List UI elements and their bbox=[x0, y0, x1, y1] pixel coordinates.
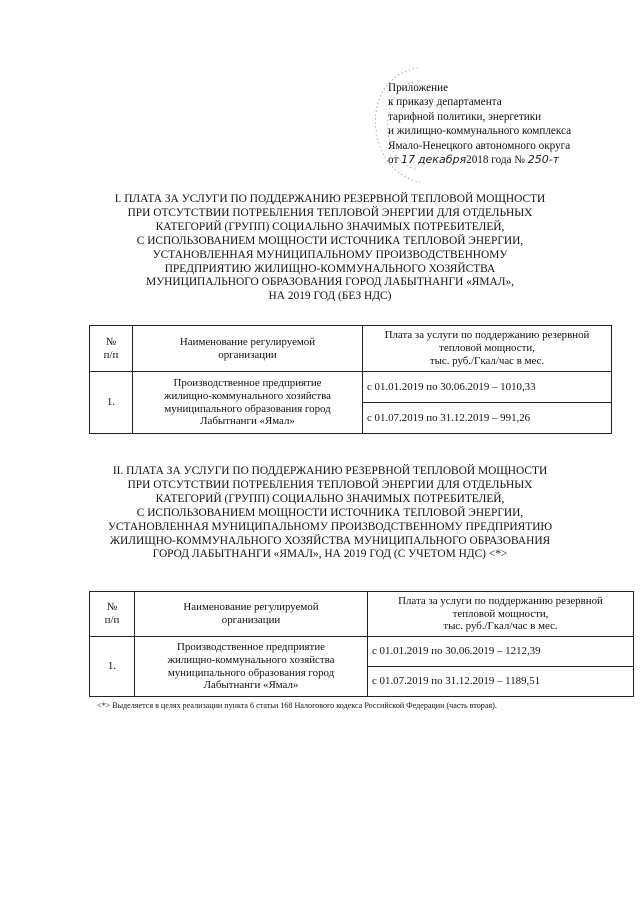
header-org: Наименование регулируемой организации bbox=[133, 326, 363, 372]
header-num: № п/п bbox=[90, 326, 133, 372]
section-1-title bbox=[90, 193, 570, 304]
title-line: ПРЕДПРИЯТИЮ ЖИЛИЩНО-КОММУНАЛЬНОГО ХОЗЯЙСТВА bbox=[164, 262, 496, 275]
appendix-line: тарифной политики, энергетики bbox=[388, 110, 542, 123]
appendix-line: к приказу департамента bbox=[388, 96, 502, 109]
title-line: С ИСПОЛЬЗОВАНИЕМ МОЩНОСТИ ИСТОЧНИКА ТЕПЛОВОЙ ЭНЕРГИИ, bbox=[136, 234, 524, 247]
table-header-row bbox=[90, 592, 634, 637]
header-fee: Плата за услуги по поддержанию резервной тепловой мощности, тыс. руб./Гкал/час в мес. bbox=[363, 326, 612, 372]
title-line: II. ПЛАТА ЗА УСЛУГИ ПО ПОДДЕРЖАНИЮ РЕЗЕРВНОЙ ТЕПЛОВОЙ МОЩНОСТИ bbox=[112, 465, 548, 477]
title-line: С ИСПОЛЬЗОВАНИЕМ МОЩНОСТИ ИСТОЧНИКА ТЕПЛОВОЙ ЭНЕРГИИ, bbox=[136, 506, 524, 519]
appendix-line: и жилищно-коммунального комплекса bbox=[388, 125, 572, 138]
fee-value-h2: с 01.07.2019 по 31.12.2019 – 1189,51 bbox=[368, 667, 634, 697]
row-number: 1. bbox=[90, 637, 135, 697]
date-prefix: от bbox=[388, 154, 399, 167]
title-line: КАТЕГОРИЙ (ГРУПП) СОЦИАЛЬНО ЗНАЧИМЫХ ПОТРЕБИТЕЛЕЙ, bbox=[155, 220, 505, 233]
organization-name: Производственное предприятие жилищно-коммунального хозяйства муниципального образования город Лабытнанги «Ямал» bbox=[135, 637, 368, 697]
appendix-block bbox=[388, 81, 638, 167]
section-2-title bbox=[90, 465, 570, 562]
header-fee: Плата за услуги по поддержанию резервной тепловой мощности, тыс. руб./Гкал/час в мес. bbox=[368, 592, 634, 637]
fee-value-h1: с 01.01.2019 по 30.06.2019 – 1010,33 bbox=[363, 372, 612, 403]
fee-value-h2: с 01.07.2019 по 31.12.2019 – 991,26 bbox=[363, 403, 612, 434]
title-line: ГОРОД ЛАБЫТНАНГИ «ЯМАЛ», НА 2019 ГОД (С УЧЕТОМ НДС) <*> bbox=[152, 548, 508, 561]
title-line: ЖИЛИЩНО-КОММУНАЛЬНОГО ХОЗЯЙСТВА МУНИЦИПАЛЬНОГО ОБРАЗОВАНИЯ bbox=[109, 534, 551, 547]
tariff-table-1 bbox=[89, 325, 612, 434]
table-header-row bbox=[90, 326, 612, 372]
title-line: I. ПЛАТА ЗА УСЛУГИ ПО ПОДДЕРЖАНИЮ РЕЗЕРВНОЙ ТЕПЛОВОЙ МОЩНОСТИ bbox=[114, 193, 546, 205]
row-number: 1. bbox=[90, 372, 133, 434]
title-line: КАТЕГОРИЙ (ГРУПП) СОЦИАЛЬНО ЗНАЧИМЫХ ПОТРЕБИТЕЛЕЙ, bbox=[155, 492, 505, 505]
table-row bbox=[90, 372, 612, 403]
title-line: ПРИ ОТСУТСТВИИ ПОТРЕБЛЕНИЯ ТЕПЛОВОЙ ЭНЕРГИИ ДЛЯ ОТДЕЛЬНЫХ bbox=[127, 478, 533, 491]
tariff-table-2 bbox=[89, 591, 634, 697]
table-row bbox=[90, 637, 634, 667]
footnote: <*> Выделяется в целях реализации пункта 6 статьи 168 Налогового кодекса Российской Федерации (часть вторая). bbox=[97, 701, 497, 710]
order-number: 250-т bbox=[527, 153, 560, 167]
date-day: 17 bbox=[401, 153, 416, 167]
organization-name: Производственное предприятие жилищно-коммунального хозяйства муниципального образования город Лабытнанги «Ямал» bbox=[133, 372, 363, 434]
title-line: МУНИЦИПАЛЬНОГО ОБРАЗОВАНИЯ ГОРОД ЛАБЫТНАНГИ «ЯМАЛ», bbox=[145, 276, 515, 289]
title-line: УСТАНОВЛЕННАЯ МУНИЦИПАЛЬНОМУ ПРОИЗВОДСТВЕННОМУ ПРЕДПРИЯТИЮ bbox=[107, 520, 553, 533]
appendix-date-line bbox=[388, 153, 638, 167]
title-line: УСТАНОВЛЕННАЯ МУНИЦИПАЛЬНОМУ ПРОИЗВОДСТВЕННОМУ bbox=[152, 248, 508, 261]
header-num: № п/п bbox=[90, 592, 135, 637]
appendix-line: Ямало-Ненецкого автономного округа bbox=[388, 139, 571, 152]
date-month: декабря bbox=[417, 153, 467, 167]
title-line: ПРИ ОТСУТСТВИИ ПОТРЕБЛЕНИЯ ТЕПЛОВОЙ ЭНЕРГИИ ДЛЯ ОТДЕЛЬНЫХ bbox=[127, 206, 533, 219]
title-line: НА 2019 ГОД (БЕЗ НДС) bbox=[268, 290, 392, 303]
header-org: Наименование регулируемой организации bbox=[135, 592, 368, 637]
fee-value-h1: с 01.01.2019 по 30.06.2019 – 1212,39 bbox=[368, 637, 634, 667]
appendix-line: Приложение bbox=[388, 82, 449, 94]
date-rest: 2018 года № bbox=[466, 154, 525, 167]
